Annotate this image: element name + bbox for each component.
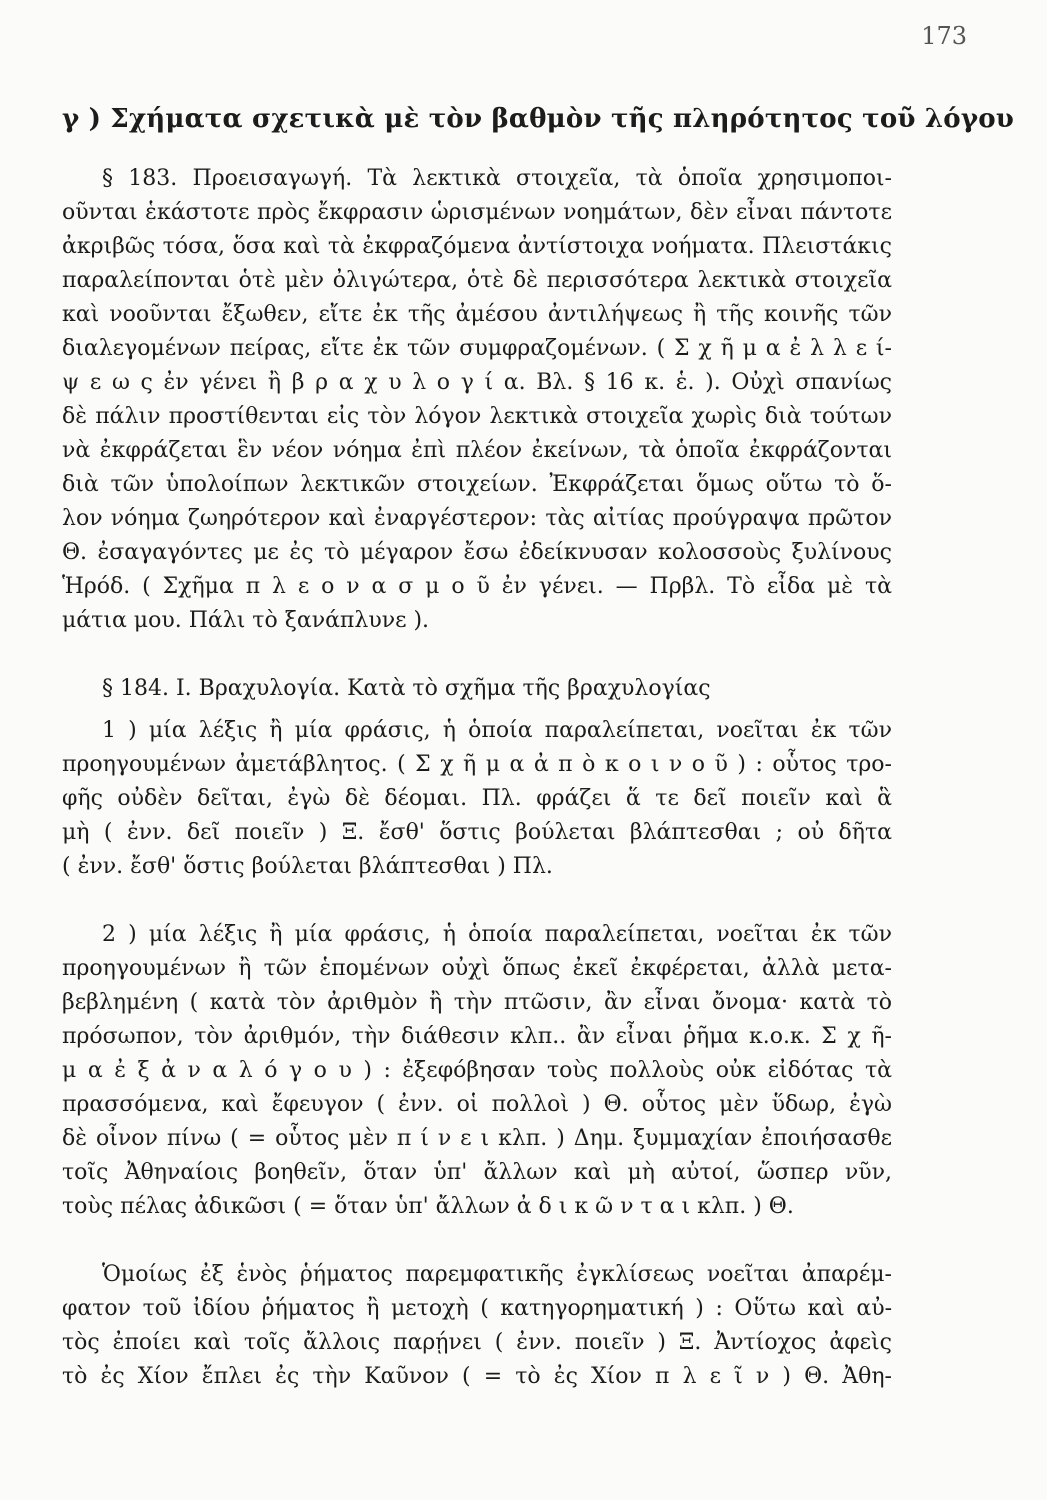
- text-line: μάτια μου. Πάλι τὸ ξανάπλυνε ).: [62, 608, 430, 633]
- page-content: [62, 100, 1014, 1428]
- text-line: τὸς ἐποίει καὶ τοῖς ἄλλοις παρῄνει ( ἐνν. ποιεῖν ) Ξ. Ἀντίοχος ἀφεὶς: [62, 1330, 892, 1355]
- text-line: Θ. ἐσαγαγόντες με ἐς τὸ μέγαρον ἔσω ἐδείκνυσαν κολοσσοὺς ξυλίνους: [62, 540, 892, 565]
- paragraph-infinitive: [62, 1258, 892, 1394]
- paragraph-183: [62, 162, 892, 638]
- text-line: προηγουμένων ἢ τῶν ἑπομένων οὐχὶ ὅπως ἐκεῖ ἐκφέρεται, ἀλλὰ μετα-: [62, 956, 892, 981]
- text-line: τὸ ἐς Χίον ἔπλει ἐς τὴν Καῦνον ( = τὸ ἐς Χίον π λ ε ῖ ν ) Θ. Ἀθη-: [62, 1364, 892, 1389]
- paragraph-184-item-1: [62, 714, 892, 884]
- text-line: καὶ νοοῦνται ἔξωθεν, εἴτε ἐκ τῆς ἀμέσου ἀντιλήψεως ἢ τῆς κοινῆς τῶν: [62, 302, 892, 327]
- text-line: λον νόημα ζωηρότερον καὶ ἐναργέστερον: τὰς αἰτίας προύγραψα πρῶτον: [62, 506, 892, 531]
- section-heading: γ ) Σχήματα σχετικὰ μὲ τὸν βαθμὸν τῆς πληρότητος τοῦ λόγου: [62, 104, 1014, 134]
- text-line: φατον τοῦ ἰδίου ῥήματος ἢ μετοχὴ ( κατηγορηματική ) : Οὕτω καὶ αὐ-: [62, 1296, 892, 1321]
- text-line: μὴ ( ἐνν. δεῖ ποιεῖν ) Ξ. ἔσθ' ὅστις βούλεται βλάπτεσθαι ; οὐ δῆτα: [62, 820, 892, 845]
- text-line: βεβλημένη ( κατὰ τὸν ἀριθμὸν ἢ τὴν πτῶσιν, ἂν εἶναι ὄνομα· κατὰ τὸ: [62, 990, 892, 1015]
- text-line: πρόσωπον, τὸν ἀριθμόν, τὴν διάθεσιν κλπ.. ἂν εἶναι ῥῆμα κ.ο.κ. Σ χ ῆ-: [62, 1024, 892, 1049]
- text-line: διαλεγομένων πείρας, εἴτε ἐκ τῶν συμφραζομένων. ( Σ χ ῆ μ α ἐ λ λ ε ί-: [62, 336, 892, 361]
- text-line: § 183. Προεισαγωγή. Τὰ λεκτικὰ στοιχεῖα, τὰ ὁποῖα χρησιμοποι-: [102, 166, 892, 191]
- text-line: νὰ ἐκφράζεται ἓν νέον νόημα ἐπὶ πλέον ἐκείνων, τὰ ὁποῖα ἐκφράζονται: [62, 438, 892, 463]
- text-line: τοῖς Ἀθηναίοις βοηθεῖν, ὅταν ὑπ' ἄλλων καὶ μὴ αὐτοί, ὥσπερ νῦν,: [62, 1160, 892, 1185]
- text-line: § 184. I. Βραχυλογία. Κατὰ τὸ σχῆμα τῆς βραχυλογίας: [102, 676, 711, 701]
- text-line: φῆς οὐδὲν δεῖται, ἐγὼ δὲ δέομαι. Πλ. φράζει ἅ τε δεῖ ποιεῖν καὶ ἃ: [62, 786, 892, 811]
- paragraph-184-item-2: [62, 918, 892, 1224]
- text-line: μ α ἐ ξ ἀ ν α λ ό γ ο υ ) : ἐξεφόβησαν τοὺς πολλοὺς οὐκ εἰδότας τὰ: [62, 1058, 892, 1083]
- text-line: διὰ τῶν ὑπολοίπων λεκτικῶν στοιχείων. Ἐκφράζεται ὅμως οὕτω τὸ ὅ-: [62, 472, 892, 497]
- text-line: 1 ) μία λέξις ἢ μία φράσις, ἡ ὁποία παραλείπεται, νοεῖται ἐκ τῶν: [102, 718, 892, 743]
- text-line: οῦνται ἑκάστοτε πρὸς ἔκφρασιν ὡρισμένων νοημάτων, δὲν εἶναι πάντοτε: [62, 200, 892, 225]
- text-line: πρασσόμενα, καὶ ἔφευγον ( ἐνν. οἱ πολλοὶ ) Θ. οὗτος μὲν ὕδωρ, ἐγὼ: [62, 1092, 892, 1117]
- text-line: δὲ πάλιν προστίθενται εἰς τὸν λόγον λεκτικὰ στοιχεῖα χωρὶς διὰ τούτων: [62, 404, 892, 429]
- text-line: παραλείπονται ὁτὲ μὲν ὀλιγώτερα, ὁτὲ δὲ περισσότερα λεκτικὰ στοιχεῖα: [62, 268, 892, 293]
- paragraph-184-heading: [62, 672, 892, 706]
- text-line: προηγουμένων ἀμετάβλητος. ( Σ χ ῆ μ α ἀ π ὸ κ ο ι ν ο ῦ ) : οὗτος τρο-: [62, 752, 892, 777]
- text-line: ( ἐνν. ἔσθ' ὅστις βούλεται βλάπτεσθαι ) Πλ.: [62, 854, 553, 879]
- text-line: ψ ε ω ς ἐν γένει ἢ β ρ α χ υ λ ο γ ί α. Βλ. § 16 κ. ἑ. ). Οὐχὶ σπανίως: [62, 370, 892, 395]
- text-line: ἀκριβῶς τόσα, ὅσα καὶ τὰ ἐκφραζόμενα ἀντίστοιχα νοήματα. Πλειστάκις: [62, 234, 892, 259]
- text-line: Ἡρόδ. ( Σχῆμα π λ ε ο ν α σ μ ο ῦ ἐν γένει. — Πρβλ. Τὸ εἶδα μὲ τὰ: [62, 574, 892, 599]
- text-line: Ὁμοίως ἐξ ἑνὸς ῥήματος παρεμφατικῆς ἐγκλίσεως νοεῖται ἀπαρέμ-: [102, 1262, 892, 1287]
- text-line: τοὺς πέλας ἀδικῶσι ( = ὅταν ὑπ' ἄλλων ἀ δ ι κ ῶ ν τ α ι κλπ. ) Θ.: [62, 1194, 794, 1219]
- text-line: δὲ οἶνον πίνω ( = οὗτος μὲν π ί ν ε ι κλπ. ) Δημ. ξυμμαχίαν ἐποιήσασθε: [62, 1126, 892, 1151]
- text-line: 2 ) μία λέξις ἢ μία φράσις, ἡ ὁποία παραλείπεται, νοεῖται ἐκ τῶν: [102, 922, 892, 947]
- page-number: 173: [921, 22, 967, 50]
